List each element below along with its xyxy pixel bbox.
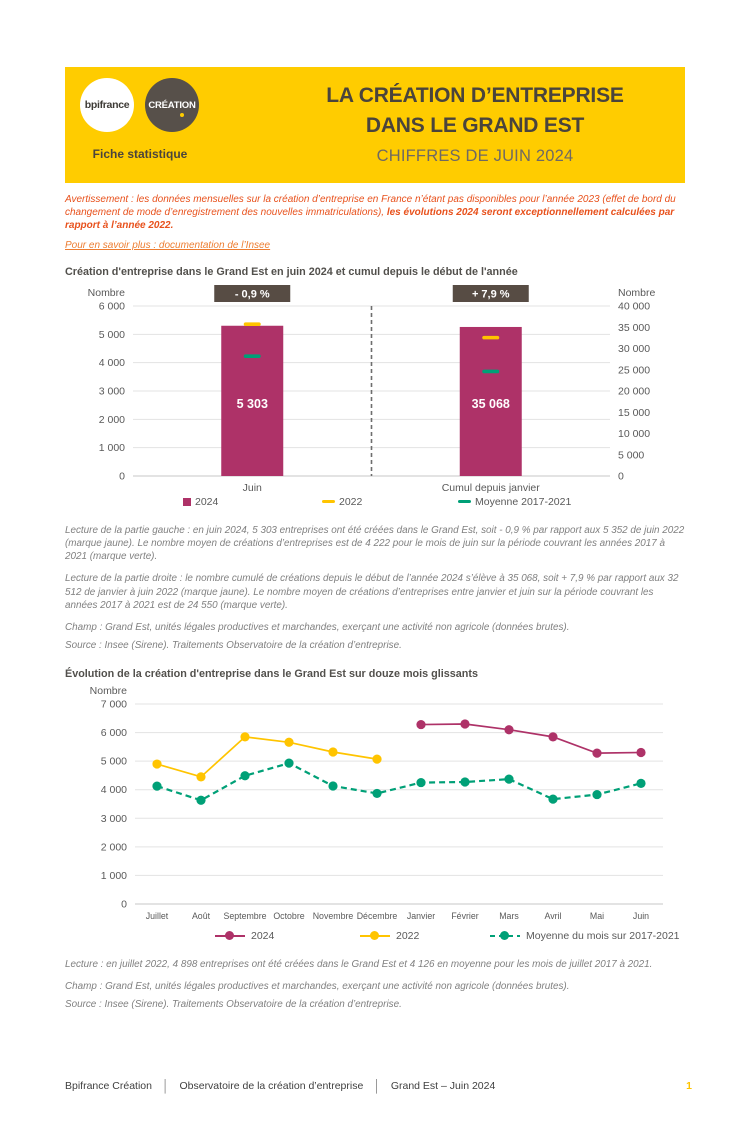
legend-linedot-icon [490, 931, 520, 941]
svg-text:4 000: 4 000 [100, 783, 127, 796]
svg-text:3 000: 3 000 [98, 385, 125, 398]
header-titles [265, 67, 685, 183]
legend-item-2022 [360, 930, 419, 942]
svg-text:Nombre: Nombre [87, 286, 125, 299]
legend-swatch-icon [183, 498, 191, 506]
legend-label: 2022 [396, 929, 420, 942]
bar-value-label: 35 068 [471, 396, 510, 411]
svg-text:25 000: 25 000 [618, 363, 651, 376]
svg-text:10 000: 10 000 [618, 427, 651, 440]
source-note-1: Source : Insee (Sirene). Traitements Observatoire de la création d’entreprise. [65, 640, 402, 652]
page-title-line1: LA CRÉATION D’ENTREPRISE [326, 84, 624, 107]
svg-text:Nombre: Nombre [618, 286, 656, 299]
marker-2022 [482, 335, 499, 339]
x-category-label: Juin [242, 481, 262, 494]
svg-text:2 000: 2 000 [100, 841, 127, 854]
data-point [196, 795, 205, 804]
insee-documentation-link[interactable]: Pour en savoir plus : documentation de l’Insee [65, 239, 271, 251]
footer-separator: │ [373, 1079, 381, 1093]
legend-item-2024 [183, 496, 218, 508]
marker-moyenne [482, 369, 499, 373]
svg-text:6 000: 6 000 [98, 300, 125, 313]
svg-text:6 000: 6 000 [100, 726, 127, 739]
data-point [460, 777, 469, 786]
data-point [504, 725, 513, 734]
x-category-label: Cumul depuis janvier [441, 481, 540, 494]
data-point [592, 748, 601, 757]
data-point [636, 778, 645, 787]
footer-brand: Bpifrance Création [65, 1080, 152, 1092]
series-line-Moyenne du mois sur 2017-2021 [157, 763, 641, 800]
data-point [504, 774, 513, 783]
svg-text:20 000: 20 000 [618, 385, 651, 398]
data-point [328, 747, 337, 756]
legend-linedot-icon [360, 931, 390, 941]
svg-text:35 000: 35 000 [618, 321, 651, 334]
svg-text:0: 0 [121, 898, 127, 911]
x-tick-label: Novembre [312, 910, 354, 921]
x-tick-label: Août [191, 910, 211, 921]
champ-note-1: Champ : Grand Est, unités légales productives et marchandes, exerçant une activité non agricole (données brutes). [65, 622, 570, 634]
warning-text-normal: Avertissement : les données mensuelles sur la création d’entreprise en France n’étant pas disponibles pour l’année 2023 (effet de bord du changement de mode d’enregistrement des nouvelles immatriculations), [65, 194, 676, 219]
svg-text:40 000: 40 000 [618, 300, 651, 313]
svg-text:15 000: 15 000 [618, 406, 651, 419]
svg-text:5 000: 5 000 [98, 328, 125, 341]
champ-note-2: Champ : Grand Est, unités légales productives et marchandes, exerçant une activité non agricole (données brutes). [65, 980, 570, 992]
legend-item-Moyenne du mois sur 2017-2021 [490, 930, 680, 942]
data-point [284, 737, 293, 746]
data-point [372, 789, 381, 798]
svg-text:3 000: 3 000 [100, 812, 127, 825]
lecture-left-note: Lecture de la partie gauche : en juin 2024, 5 303 entreprises ont été créées dans le Grand Est, soit - 0,9 % par rapport aux 5 352 de juin 2022 (marque jaune). Le nombre moyen de créations d’entreprises est de 4 222 pour le mois de juin sur la période couvrant les années 2017 à 2021 (marque verte). [65, 524, 685, 563]
x-tick-label: Décembre [356, 910, 398, 921]
creation-logo [145, 78, 199, 132]
legend-label: 2024 [195, 495, 219, 508]
footer-separator: │ [161, 1079, 170, 1093]
bar-value-label: 5 303 [236, 396, 268, 411]
data-point [592, 790, 601, 799]
bar-chart-legend [65, 496, 685, 512]
legend-item-Moyenne 2017-2021 [458, 496, 571, 508]
page-title-line2: DANS LE GRAND EST [365, 114, 585, 138]
line-chart-title: Évolution de la création d'entreprise dans le Grand Est sur douze mois glissants [65, 667, 478, 680]
data-point [284, 758, 293, 767]
data-point [240, 771, 249, 780]
lecture-line-note: Lecture : en juillet 2022, 4 898 entreprises ont été créées dans le Grand Est et 4 126 en moyenne pour les mois de juillet 2017 à 2021. [65, 958, 653, 970]
x-tick-label: Octobre [273, 910, 305, 921]
svg-text:Nombre: Nombre [89, 684, 127, 697]
creation-logo-dot-icon [180, 113, 184, 117]
data-point [636, 748, 645, 757]
svg-text:7 000: 7 000 [100, 698, 127, 711]
data-point [152, 781, 161, 790]
x-tick-label: Juin [632, 910, 650, 921]
x-tick-label: Janvier [406, 910, 436, 921]
marker-moyenne [244, 354, 261, 358]
data-point [196, 772, 205, 781]
x-tick-label: Mars [499, 910, 519, 921]
bpifrance-logo [80, 78, 134, 132]
legend-item-2022 [322, 496, 362, 508]
bar-chart [65, 284, 685, 496]
legend-linedot-icon [215, 931, 245, 941]
lecture-right-note: Lecture de la partie droite : le nombre cumulé de créations depuis le début de l’année 2024 s’élève à 35 068, soit + 7,9 % par rapport aux 32 512 de janvier à juin 2022 (marque jaune). Le nombre moyen de créations d’entreprises entre janvier et juin sur la période couvrant les années 2017 à 2021 est de 24 550 (marque verte). [65, 573, 679, 611]
x-tick-label: Février [451, 910, 479, 921]
fiche-statistique-label: Fiche statistique [92, 147, 188, 161]
header-band [65, 67, 685, 183]
bpifrance-logo-text: bpifrance [84, 99, 130, 111]
data-point [548, 794, 557, 803]
x-tick-label: Septembre [223, 910, 267, 921]
legend-item-2024 [215, 930, 274, 942]
x-tick-label: Avril [544, 910, 562, 921]
data-point [416, 720, 425, 729]
svg-text:2 000: 2 000 [98, 413, 125, 426]
line-chart [65, 684, 685, 930]
data-point [152, 759, 161, 768]
legend-label: Moyenne 2017-2021 [475, 495, 572, 508]
svg-text:1 000: 1 000 [100, 869, 127, 882]
series-line-2024 [421, 724, 641, 753]
data-point [240, 732, 249, 741]
warning-text [65, 193, 685, 233]
line-chart-legend [65, 930, 685, 946]
page-number: 1 [686, 1080, 692, 1092]
data-point [328, 781, 337, 790]
legend-label: Moyenne du mois sur 2017-2021 [526, 929, 680, 942]
legend-swatch-icon [458, 500, 471, 503]
data-point [372, 754, 381, 763]
evolution-badge-label: - 0,9 % [234, 288, 270, 301]
svg-text:0: 0 [119, 470, 125, 483]
page-subtitle: CHIFFRES DE JUIN 2024 [376, 146, 574, 165]
footer [65, 1079, 692, 1093]
svg-text:5 000: 5 000 [100, 755, 127, 768]
svg-text:1 000: 1 000 [98, 441, 125, 454]
svg-text:0: 0 [618, 470, 624, 483]
x-tick-label: Juillet [145, 910, 169, 921]
legend-label: 2024 [251, 929, 275, 942]
legend-label: 2022 [339, 495, 363, 508]
series-line-2022 [157, 737, 377, 777]
svg-text:4 000: 4 000 [98, 356, 125, 369]
footer-observatoire: Observatoire de la création d’entreprise [179, 1080, 364, 1092]
marker-2022 [244, 322, 261, 326]
data-point [548, 732, 557, 741]
data-point [416, 778, 425, 787]
warning-text-bold: les évolutions 2024 seront exceptionnellement calculées par rapport à l’année 2022. [65, 207, 675, 232]
document-page [0, 67, 750, 1128]
evolution-badge-label: + 7,9 % [471, 288, 510, 301]
source-note-2: Source : Insee (Sirene). Traitements Observatoire de la création d’entreprise. [65, 999, 402, 1011]
bar-chart-title: Création d'entreprise dans le Grand Est en juin 2024 et cumul depuis le début de l'année [65, 265, 518, 278]
creation-logo-text: CRÉATION [148, 99, 196, 111]
data-point [460, 719, 469, 728]
logo-block [65, 67, 265, 183]
svg-text:5 000: 5 000 [618, 448, 645, 461]
legend-swatch-icon [322, 500, 335, 503]
x-tick-label: Mai [589, 910, 605, 921]
footer-region-date: Grand Est – Juin 2024 [390, 1080, 496, 1092]
svg-text:30 000: 30 000 [618, 342, 651, 355]
